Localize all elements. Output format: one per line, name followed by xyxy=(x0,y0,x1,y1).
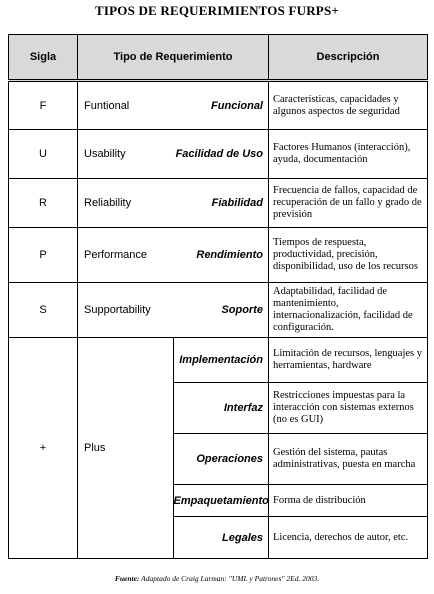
table-row xyxy=(9,130,428,179)
description-cell: Gestión del sistema, pautas administrativas, puesta en marcha xyxy=(269,434,428,485)
spanish-type-cell: Empaquetamiento xyxy=(173,485,269,517)
english-type-cell-plus: Plus xyxy=(78,338,174,559)
sigla-cell: F xyxy=(9,81,78,130)
spanish-type-cell: Fiabilidad xyxy=(173,179,269,228)
description-cell: Forma de distribución xyxy=(269,485,428,517)
footnote-label: Fuente: xyxy=(114,574,140,583)
table-header-row xyxy=(9,35,428,81)
header-tipo: Tipo de Requerimiento xyxy=(78,35,269,81)
spanish-type-cell: Funcional xyxy=(173,81,269,130)
sigla-cell: S xyxy=(9,283,78,338)
table-row xyxy=(9,228,428,283)
description-cell: Licencia, derechos de autor, etc. xyxy=(269,517,428,559)
table-row xyxy=(9,179,428,228)
english-type-cell: Reliability xyxy=(78,179,174,228)
spanish-type-cell: Operaciones xyxy=(173,434,269,485)
spanish-type-cell: Facilidad de Uso xyxy=(173,130,269,179)
spanish-type-cell: Legales xyxy=(173,517,269,559)
sigla-cell: P xyxy=(9,228,78,283)
spanish-type-cell: Rendimiento xyxy=(173,228,269,283)
english-type-cell: Performance xyxy=(78,228,174,283)
document-title: TIPOS DE REQUERIMIENTOS FURPS+ xyxy=(95,3,339,18)
table-row xyxy=(9,81,428,130)
spanish-type-cell: Soporte xyxy=(173,283,269,338)
description-cell: Tiempos de respuesta, productividad, precisión, disponibilidad, uso de los recursos xyxy=(269,228,428,283)
english-type-cell: Funtional xyxy=(78,81,174,130)
sigla-cell-plus: + xyxy=(9,338,78,559)
spanish-type-cell: Interfaz xyxy=(173,383,269,434)
sigla-cell: R xyxy=(9,179,78,228)
table-row xyxy=(9,283,428,338)
source-footnote xyxy=(0,574,434,583)
description-cell: Adaptabilidad, facilidad de mantenimiento, internacionalización, facilidad de configuración. xyxy=(269,283,428,338)
description-cell: Frecuencia de fallos, capacidad de recuperación de un fallo y grado de previsión xyxy=(269,179,428,228)
table-row-plus xyxy=(9,338,428,383)
description-cell: Limitación de recursos, lenguajes y herramientas, hardware xyxy=(269,338,428,383)
description-cell: Factores Humanos (interacción), ayuda, documentación xyxy=(269,130,428,179)
footnote-text: Adaptado de Craig Larman: "UML y Patrones" 2Ed. 2003. xyxy=(139,574,320,583)
header-descripcion: Descripción xyxy=(269,35,428,81)
description-cell: Restricciones impuestas para la interacción con sistemas externos (no es GUI) xyxy=(269,383,428,434)
description-cell: Características, capacidades y algunos aspectos de seguridad xyxy=(269,81,428,130)
spanish-type-cell: Implementación xyxy=(173,338,269,383)
english-type-cell: Supportability xyxy=(78,283,174,338)
header-sigla: Sigla xyxy=(9,35,78,81)
sigla-cell: U xyxy=(9,130,78,179)
furps-table xyxy=(8,34,428,559)
english-type-cell: Usability xyxy=(78,130,174,179)
